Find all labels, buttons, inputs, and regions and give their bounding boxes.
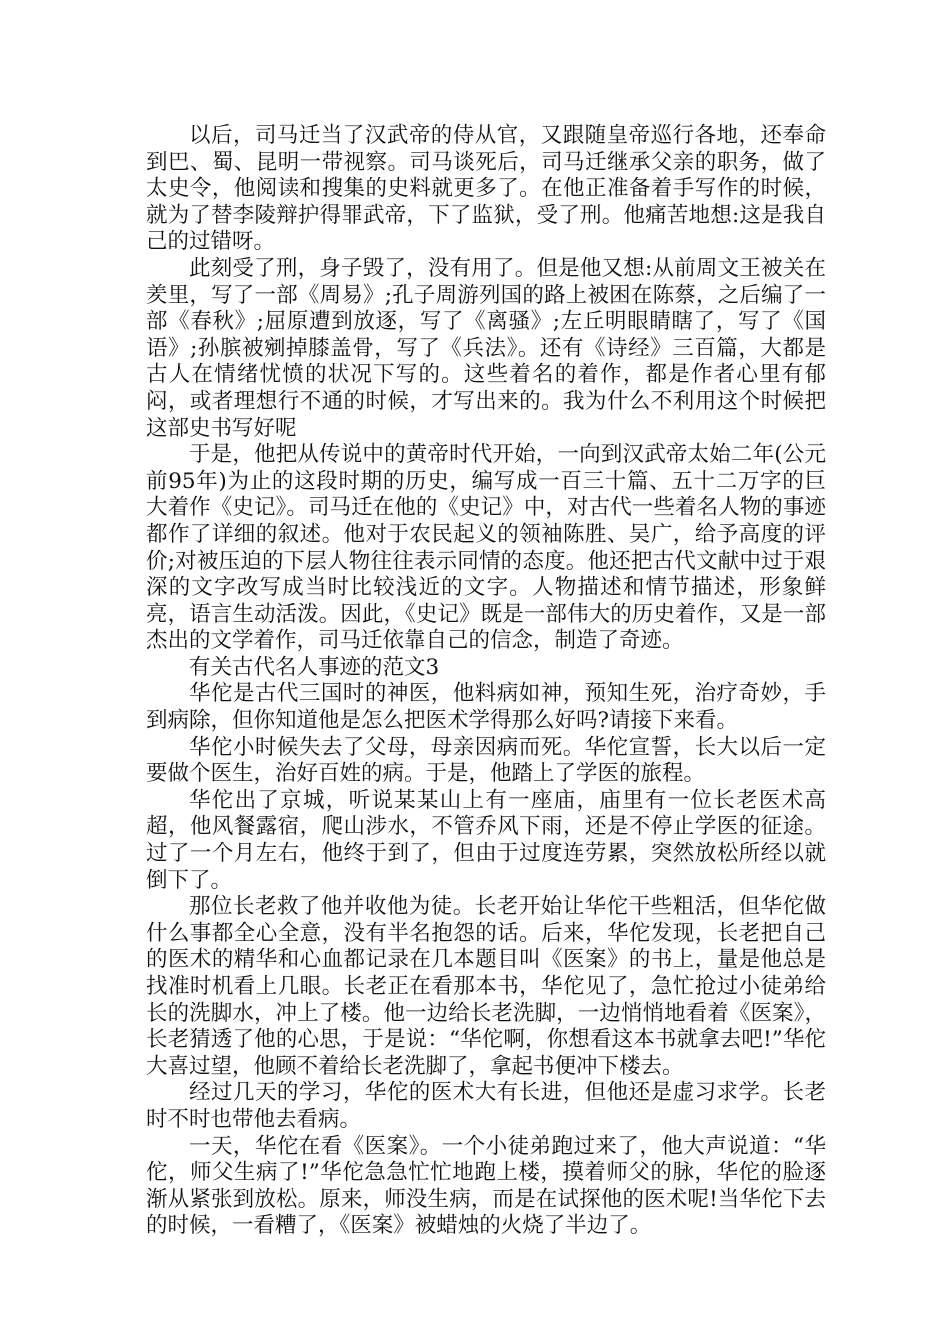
document-body bbox=[146, 123, 826, 1240]
paragraph: 华佗是古代三国时的神医，他料病如神，预知生死，治疗奇妙，手到病除，但你知道他是怎么把医术学得那么好吗?请接下来看。 bbox=[146, 681, 826, 734]
section-heading: 有关古代名人事迹的范文3 bbox=[189, 654, 440, 680]
paragraph: 华佗小时候失去了父母，母亲因病而死。华佗宣誓，长大以后一定要做个医生，治好百姓的病。于是，他踏上了学医的旅程。 bbox=[146, 734, 826, 787]
paragraph: 经过几天的学习，华佗的医术大有长进，但他还是虚习求学。长老时不时也带他去看病。 bbox=[146, 1080, 826, 1132]
paragraph: 华佗出了京城，听说某某山上有一座庙，庙里有一位长老医术高超，他风餐露宿，爬山涉水，不管乔风下雨，还是不停止学医的征途。过了一个月左右，他终于到了，但由于过度连劳累，突然放松所经以就倒下了。 bbox=[146, 787, 826, 893]
paragraph: 一天，华佗在看《医案》。一个小徒弟跑过来了，他大声说道：“华佗，师父生病了!”华佗急急忙忙地跑上楼，摸着师父的脉，华佗的脸逐渐从紧张到放松。原来，师没生病，而是在试探他的医术呢!当华佗下去的时候，一看糟了，《医案》被蜡烛的火烧了半边了。 bbox=[146, 1133, 826, 1239]
paragraph: 此刻受了刑，身子毁了，没有用了。但是他又想:从前周文王被关在羑里，写了一部《周易》;孔子周游列国的路上被困在陈蔡，之后编了一部《春秋》;屈原遭到放逐，写了《离骚》;左丘明眼睛瞎了，写了《国语》;孙膑被剜掉膝盖骨，写了《兵法》。还有《诗经》三百篇，大都是古人在情绪忧愤的状况下写的。这些着名的着作，都是作者心里有郁闷，或者理想行不通的时候，才写出来的。我为什么不利用这个时候把这部史书写好呢 bbox=[146, 255, 826, 441]
paragraph: 于是，他把从传说中的黄帝时代开始，一向到汉武帝太始二年(公元前95年)为止的这段时期的历史，编写成一百三十篇、五十二万字的巨大着作《史记》。司马迁在他的《史记》中，对古代一些着名人物的事迹都作了详细的叙述。他对于农民起义的领袖陈胜、吴广，给予高度的评价;对被压迫的下层人物往往表示同情的态度。他还把古代文献中过于艰深的文字改写成当时比较浅近的文字。人物描述和情节描述，形象鲜亮，语言生动活泼。因此，《史记》既是一部伟大的历史着作，又是一部杰出的文学着作，司马迁依靠自己的信念，制造了奇迹。 bbox=[146, 442, 826, 654]
paragraph: 那位长老救了他并收他为徒。长老开始让华佗干些粗活，但华佗做什么事都全心全意，没有半名抱怨的话。后来，华佗发现，长老把自己的医术的精华和心血都记录在几本题目叫《医案》的书上，量是他总是找准时机看上几眼。长老正在看那本书，华佗见了，急忙抢过小徒弟给长的洗脚水，冲上了楼。他一边给长老洗脚，一边悄悄地看着《医案》，长老猜透了他的心思，于是说：“华佗啊，你想看这本书就拿去吧!”华佗大喜过望，他顾不着给长老洗脚了，拿起书便冲下楼去。 bbox=[146, 894, 826, 1079]
paragraph: 以后，司马迁当了汉武帝的侍从官，又跟随皇帝巡行各地，还奉命到巴、蜀、昆明一带视察。司马谈死后，司马迁继承父亲的职务，做了太史令，他阅读和搜集的史料就更多了。在他正准备着手写作的时候，就为了替李陵辩护得罪武帝，下了监狱，受了刑。他痛苦地想:这是我自己的过错呀。 bbox=[146, 123, 826, 255]
